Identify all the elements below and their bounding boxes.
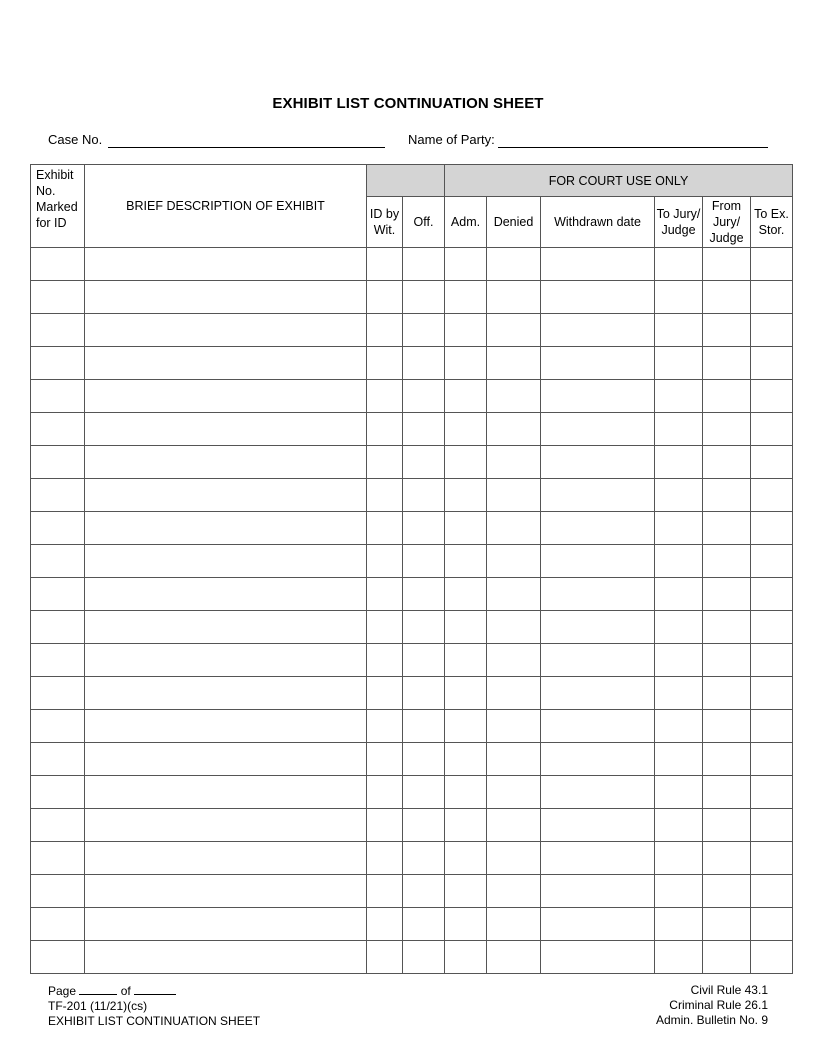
table-cell[interactable]	[445, 347, 487, 380]
table-cell[interactable]	[751, 644, 793, 677]
table-cell[interactable]	[703, 479, 751, 512]
party-field[interactable]	[498, 147, 768, 148]
table-cell[interactable]	[487, 578, 541, 611]
table-cell[interactable]	[403, 677, 445, 710]
table-cell[interactable]	[445, 809, 487, 842]
table-cell[interactable]	[445, 677, 487, 710]
table-cell[interactable]	[487, 677, 541, 710]
table-cell[interactable]	[31, 281, 85, 314]
table-cell[interactable]	[655, 776, 703, 809]
table-cell[interactable]	[703, 446, 751, 479]
table-cell[interactable]	[655, 908, 703, 941]
table-cell[interactable]	[403, 842, 445, 875]
table-cell[interactable]	[403, 413, 445, 446]
table-cell[interactable]	[703, 677, 751, 710]
party-label: Name of Party:	[408, 132, 495, 147]
table-cell[interactable]	[85, 644, 367, 677]
table-cell[interactable]	[403, 578, 445, 611]
table-cell[interactable]	[367, 611, 403, 644]
table-cell[interactable]	[31, 809, 85, 842]
table-row	[31, 314, 793, 347]
table-cell[interactable]	[403, 809, 445, 842]
case-no-label: Case No.	[48, 132, 103, 147]
table-cell[interactable]	[367, 281, 403, 314]
footer-left	[48, 983, 260, 1029]
table-cell[interactable]	[541, 347, 655, 380]
table-cell[interactable]	[367, 941, 403, 974]
table-cell[interactable]	[751, 710, 793, 743]
table-cell[interactable]	[703, 380, 751, 413]
table-cell[interactable]	[541, 413, 655, 446]
table-cell[interactable]	[703, 578, 751, 611]
table-cell[interactable]	[655, 248, 703, 281]
table-cell[interactable]	[751, 281, 793, 314]
sub-column-header: From Jury/ Judge	[703, 197, 751, 248]
table-cell[interactable]	[487, 710, 541, 743]
table-cell[interactable]	[403, 644, 445, 677]
sub-column-header: Off.	[403, 197, 445, 248]
table-cell[interactable]	[751, 743, 793, 776]
table-cell[interactable]	[751, 611, 793, 644]
table-cell[interactable]	[367, 479, 403, 512]
table-cell[interactable]	[541, 677, 655, 710]
table-cell[interactable]	[31, 842, 85, 875]
table-cell[interactable]	[655, 314, 703, 347]
table-cell[interactable]	[703, 710, 751, 743]
table-cell[interactable]	[403, 545, 445, 578]
table-cell[interactable]	[445, 512, 487, 545]
table-cell[interactable]	[367, 512, 403, 545]
table-cell[interactable]	[703, 347, 751, 380]
table-cell[interactable]	[445, 842, 487, 875]
table-cell[interactable]	[703, 512, 751, 545]
table-cell[interactable]	[31, 512, 85, 545]
table-cell[interactable]	[403, 281, 445, 314]
table-cell[interactable]	[367, 578, 403, 611]
table-cell[interactable]	[445, 710, 487, 743]
table-cell[interactable]	[541, 314, 655, 347]
table-cell[interactable]	[31, 314, 85, 347]
table-cell[interactable]	[403, 611, 445, 644]
table-cell[interactable]	[367, 644, 403, 677]
table-cell[interactable]	[85, 446, 367, 479]
sub-column-header: ID by Wit.	[367, 197, 403, 248]
table-cell[interactable]	[367, 380, 403, 413]
table-cell[interactable]	[403, 743, 445, 776]
table-cell[interactable]	[703, 941, 751, 974]
table-cell[interactable]	[703, 545, 751, 578]
table-cell[interactable]	[85, 413, 367, 446]
table-row	[31, 281, 793, 314]
table-cell[interactable]	[85, 347, 367, 380]
table-cell[interactable]	[703, 611, 751, 644]
table-cell[interactable]	[541, 578, 655, 611]
table-cell[interactable]	[403, 479, 445, 512]
table-cell[interactable]	[541, 809, 655, 842]
table-cell[interactable]	[367, 446, 403, 479]
table-cell[interactable]	[541, 941, 655, 974]
exhibit-table	[30, 164, 793, 974]
table-cell[interactable]	[487, 380, 541, 413]
table-cell[interactable]	[85, 512, 367, 545]
table-cell[interactable]	[541, 842, 655, 875]
table-cell[interactable]	[367, 875, 403, 908]
table-cell[interactable]	[751, 809, 793, 842]
table-cell[interactable]	[541, 644, 655, 677]
table-cell[interactable]	[541, 776, 655, 809]
table-cell[interactable]	[31, 479, 85, 512]
table-cell[interactable]	[445, 578, 487, 611]
table-cell[interactable]	[31, 743, 85, 776]
table-row	[31, 611, 793, 644]
table-cell[interactable]	[703, 248, 751, 281]
table-cell[interactable]	[487, 743, 541, 776]
table-cell[interactable]	[85, 314, 367, 347]
table-cell[interactable]	[85, 776, 367, 809]
table-cell[interactable]	[85, 281, 367, 314]
table-cell[interactable]	[487, 941, 541, 974]
table-cell[interactable]	[31, 446, 85, 479]
table-cell[interactable]	[655, 842, 703, 875]
table-cell[interactable]	[751, 380, 793, 413]
table-cell[interactable]	[403, 347, 445, 380]
table-cell[interactable]	[445, 743, 487, 776]
table-cell[interactable]	[445, 908, 487, 941]
table-cell[interactable]	[487, 545, 541, 578]
table-cell[interactable]	[655, 545, 703, 578]
table-cell[interactable]	[445, 611, 487, 644]
table-row	[31, 809, 793, 842]
table-cell[interactable]	[31, 611, 85, 644]
table-cell[interactable]	[85, 941, 367, 974]
table-cell[interactable]	[85, 875, 367, 908]
table-cell[interactable]	[85, 743, 367, 776]
table-cell[interactable]	[445, 941, 487, 974]
table-row	[31, 380, 793, 413]
table-cell[interactable]	[655, 413, 703, 446]
table-cell[interactable]	[31, 908, 85, 941]
table-cell[interactable]	[403, 512, 445, 545]
table-cell[interactable]	[487, 248, 541, 281]
table-row	[31, 776, 793, 809]
table-cell[interactable]	[751, 578, 793, 611]
table-cell[interactable]	[403, 710, 445, 743]
table-cell[interactable]	[85, 842, 367, 875]
page-number-field[interactable]	[79, 983, 117, 995]
footer-right	[656, 983, 768, 1028]
table-cell[interactable]	[403, 941, 445, 974]
sub-column-header: Withdrawn date	[541, 197, 655, 248]
table-cell[interactable]	[751, 347, 793, 380]
table-row	[31, 578, 793, 611]
table-cell[interactable]	[487, 281, 541, 314]
table-cell[interactable]	[367, 743, 403, 776]
table-cell[interactable]	[541, 611, 655, 644]
table-cell[interactable]	[31, 875, 85, 908]
table-cell[interactable]	[367, 413, 403, 446]
table-cell[interactable]	[31, 347, 85, 380]
table-cell[interactable]	[751, 776, 793, 809]
table-cell[interactable]	[31, 710, 85, 743]
table-cell[interactable]	[487, 512, 541, 545]
table-cell[interactable]	[487, 875, 541, 908]
table-row	[31, 941, 793, 974]
table-cell[interactable]	[703, 281, 751, 314]
table-row	[31, 347, 793, 380]
table-cell[interactable]	[445, 413, 487, 446]
table-row	[31, 644, 793, 677]
table-cell[interactable]	[703, 644, 751, 677]
table-row	[31, 677, 793, 710]
table-cell[interactable]	[655, 677, 703, 710]
criminal-rule: Criminal Rule 26.1	[669, 998, 768, 1012]
table-row	[31, 743, 793, 776]
table-cell[interactable]	[655, 809, 703, 842]
table-cell[interactable]	[367, 545, 403, 578]
table-cell[interactable]	[85, 380, 367, 413]
table-cell[interactable]	[445, 248, 487, 281]
table-cell[interactable]	[655, 512, 703, 545]
table-cell[interactable]	[655, 479, 703, 512]
table-cell[interactable]	[703, 776, 751, 809]
of-label: of	[120, 984, 131, 998]
table-cell[interactable]	[31, 644, 85, 677]
table-cell[interactable]	[487, 413, 541, 446]
table-cell[interactable]	[85, 908, 367, 941]
form-name: EXHIBIT LIST CONTINUATION SHEET	[48, 1014, 261, 1028]
table-cell[interactable]	[31, 776, 85, 809]
table-cell[interactable]	[403, 314, 445, 347]
table-cell[interactable]	[703, 809, 751, 842]
table-cell[interactable]	[751, 314, 793, 347]
table-row	[31, 842, 793, 875]
table-cell[interactable]	[487, 314, 541, 347]
table-row	[31, 479, 793, 512]
table-cell[interactable]	[85, 545, 367, 578]
table-row	[31, 512, 793, 545]
court-use-header: FOR COURT USE ONLY	[445, 165, 793, 197]
table-cell[interactable]	[487, 611, 541, 644]
table-cell[interactable]	[445, 479, 487, 512]
table-cell[interactable]	[487, 644, 541, 677]
table-cell[interactable]	[703, 842, 751, 875]
table-cell[interactable]	[751, 677, 793, 710]
table-cell[interactable]	[367, 710, 403, 743]
table-cell[interactable]	[751, 941, 793, 974]
table-cell[interactable]	[487, 809, 541, 842]
table-cell[interactable]	[487, 776, 541, 809]
table-cell[interactable]	[487, 479, 541, 512]
table-cell[interactable]	[31, 380, 85, 413]
table-row	[31, 446, 793, 479]
table-cell[interactable]	[31, 578, 85, 611]
table-cell[interactable]	[367, 314, 403, 347]
table-cell[interactable]	[703, 875, 751, 908]
table-cell[interactable]	[85, 611, 367, 644]
table-cell[interactable]	[655, 446, 703, 479]
page-count-line	[48, 983, 260, 999]
table-cell[interactable]	[85, 248, 367, 281]
table-cell[interactable]	[445, 776, 487, 809]
case-no-field[interactable]	[108, 147, 385, 148]
table-cell[interactable]	[367, 347, 403, 380]
table-cell[interactable]	[85, 809, 367, 842]
table-cell[interactable]	[31, 248, 85, 281]
table-cell[interactable]	[403, 875, 445, 908]
table-cell[interactable]	[403, 776, 445, 809]
table-cell[interactable]	[367, 842, 403, 875]
description-header: BRIEF DESCRIPTION OF EXHIBIT	[85, 165, 367, 248]
table-cell[interactable]	[367, 248, 403, 281]
table-cell[interactable]	[751, 512, 793, 545]
table-cell[interactable]	[655, 380, 703, 413]
table-cell[interactable]	[655, 578, 703, 611]
table-cell[interactable]	[85, 578, 367, 611]
table-cell[interactable]	[487, 347, 541, 380]
table-cell[interactable]	[31, 545, 85, 578]
table-cell[interactable]	[541, 743, 655, 776]
court-use-blank	[367, 165, 445, 197]
table-cell[interactable]	[655, 875, 703, 908]
table-cell[interactable]	[703, 743, 751, 776]
table-cell[interactable]	[445, 281, 487, 314]
table-cell[interactable]	[31, 677, 85, 710]
sub-column-header: To Jury/ Judge	[655, 197, 703, 248]
table-row	[31, 413, 793, 446]
table-cell[interactable]	[655, 710, 703, 743]
table-cell[interactable]	[751, 446, 793, 479]
table-cell[interactable]	[751, 842, 793, 875]
form-number: TF-201 (11/21)(cs)	[48, 999, 148, 1013]
table-cell[interactable]	[403, 908, 445, 941]
table-cell[interactable]	[703, 314, 751, 347]
table-cell[interactable]	[487, 908, 541, 941]
table-cell[interactable]	[541, 875, 655, 908]
table-cell[interactable]	[655, 347, 703, 380]
table-cell[interactable]	[541, 380, 655, 413]
table-cell[interactable]	[445, 380, 487, 413]
table-cell[interactable]	[655, 743, 703, 776]
page-label: Page	[48, 984, 77, 998]
table-cell[interactable]	[655, 941, 703, 974]
form-title: EXHIBIT LIST CONTINUATION SHEET	[272, 95, 544, 112]
table-cell[interactable]	[541, 908, 655, 941]
table-cell[interactable]	[367, 908, 403, 941]
total-pages-field[interactable]	[134, 983, 176, 995]
table-cell[interactable]	[445, 644, 487, 677]
table-cell[interactable]	[445, 875, 487, 908]
table-cell[interactable]	[751, 413, 793, 446]
table-cell[interactable]	[445, 545, 487, 578]
table-cell[interactable]	[367, 809, 403, 842]
sub-column-header: Denied	[487, 197, 541, 248]
table-cell[interactable]	[85, 479, 367, 512]
table-cell[interactable]	[31, 413, 85, 446]
admin-bulletin: Admin. Bulletin No. 9	[655, 1013, 768, 1027]
table-cell[interactable]	[541, 710, 655, 743]
table-cell[interactable]	[403, 248, 445, 281]
table-cell[interactable]	[541, 545, 655, 578]
sub-column-header: To Ex. Stor.	[751, 197, 793, 248]
civil-rule: Civil Rule 43.1	[690, 983, 768, 997]
table-cell[interactable]	[655, 611, 703, 644]
table-row	[31, 248, 793, 281]
table-cell[interactable]	[541, 248, 655, 281]
table-cell[interactable]	[655, 281, 703, 314]
table-row	[31, 710, 793, 743]
table-cell[interactable]	[85, 677, 367, 710]
table-cell[interactable]	[487, 842, 541, 875]
table-cell[interactable]	[445, 314, 487, 347]
table-cell[interactable]	[751, 479, 793, 512]
exhibit-no-header: Exhibit No. Marked for ID	[31, 165, 85, 248]
table-cell[interactable]	[403, 380, 445, 413]
table-cell[interactable]	[487, 446, 541, 479]
table-cell[interactable]	[85, 710, 367, 743]
table-cell[interactable]	[751, 908, 793, 941]
table-cell[interactable]	[541, 281, 655, 314]
table-cell[interactable]	[751, 545, 793, 578]
table-cell[interactable]	[541, 479, 655, 512]
table-cell[interactable]	[751, 248, 793, 281]
table-cell[interactable]	[655, 644, 703, 677]
table-cell[interactable]	[445, 446, 487, 479]
table-cell[interactable]	[541, 446, 655, 479]
table-cell[interactable]	[31, 941, 85, 974]
table-row	[31, 908, 793, 941]
table-row	[31, 545, 793, 578]
table-cell[interactable]	[367, 677, 403, 710]
table-cell[interactable]	[703, 413, 751, 446]
table-cell[interactable]	[703, 908, 751, 941]
table-cell[interactable]	[403, 446, 445, 479]
table-cell[interactable]	[367, 776, 403, 809]
table-row	[31, 875, 793, 908]
table-cell[interactable]	[541, 512, 655, 545]
table-cell[interactable]	[751, 875, 793, 908]
sub-column-header: Adm.	[445, 197, 487, 248]
